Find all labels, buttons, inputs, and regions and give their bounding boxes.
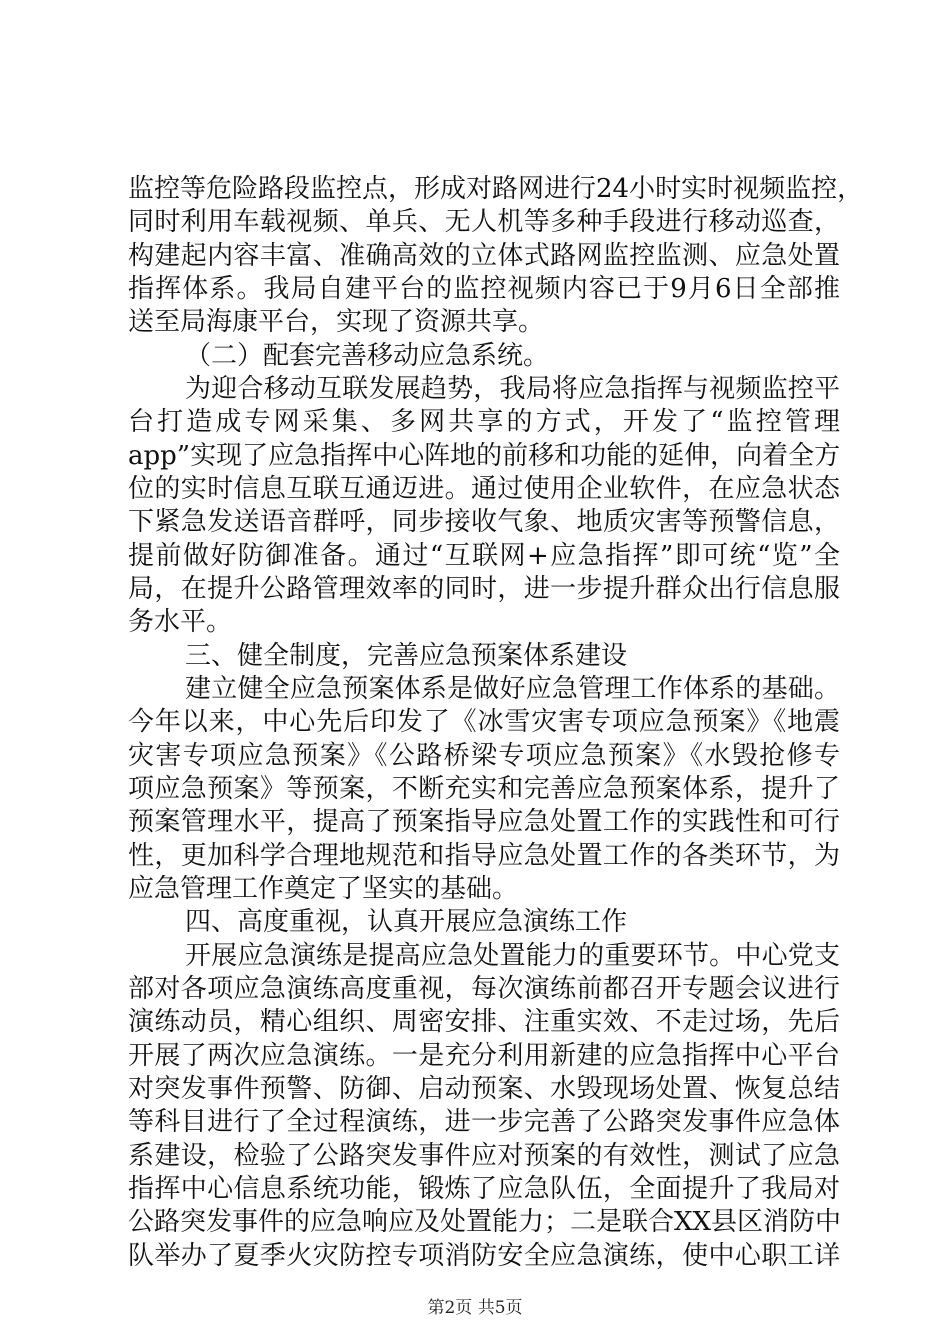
body-line: 指挥体系。我局自建平台的监控视频内容已于9月6日全部推 [128,274,840,304]
body-line: 对突发事件预警、防御、启动预案、水毁现场处置、恢复总结 [128,1074,840,1104]
section-heading: 三、健全制度，完善应急预案体系建设 [185,641,628,671]
body-line: 部对各项应急演练高度重视，每次演练前都召开专题会议进行 [128,974,840,1004]
body-line: 性，更加科学合理地规范和指导应急处置工作的各类环节，为 [128,841,840,871]
body-line: 今年以来，中心先后印发了《冰雪灾害专项应急预案》《地震 [128,707,840,737]
body-line: 送至局海康平台，实现了资源共享。 [128,307,545,337]
body-line: 公路突发事件的应急响应及处置能力；二是联合XX县区消防中 [128,1207,842,1237]
body-line: app”实现了应急指挥中心阵地的前移和功能的延伸，向着全方 [128,441,841,471]
body-line: 预案管理水平，提高了预案指导应急处置工作的实践性和可行 [128,807,840,837]
page-number-footer: 第2页 共5页 [427,1298,523,1318]
body-line: 为迎合移动互联发展趋势，我局将应急指挥与视频监控平 [185,374,840,404]
body-line: 构建起内容丰富、准确高效的立体式路网监控监测、应急处置 [128,241,840,271]
body-line: 监控等危险路段监控点，形成对路网进行24小时实时视频监控， [128,174,864,204]
body-line: 提前做好防御准备。通过“互联网+应急指挥”即可统“览”全 [128,541,840,571]
body-line: 系建设，检验了公路突发事件应对预案的有效性，测试了应急 [128,1141,840,1171]
body-line: 局，在提升公路管理效率的同时，进一步提升群众出行信息服 [128,574,840,604]
body-line: 指挥中心信息系统功能，锻炼了应急队伍，全面提升了我局对 [128,1174,840,1204]
body-line: 灾害专项应急预案》《公路桥梁专项应急预案》《水毁抢修专 [128,741,840,771]
body-line: 开展了两次应急演练。一是充分利用新建的应急指挥中心平台 [128,1041,840,1071]
body-line: 台打造成专网采集、多网共享的方式，开发了“监控管理 [128,407,840,437]
body-line: 务水平。 [128,607,233,637]
body-line: 项应急预案》等预案，不断充实和完善应急预案体系，提升了 [128,774,840,804]
section-heading: （二）配套完善移动应急系统。 [185,341,550,371]
body-line: 开展应急演练是提高应急处置能力的重要环节。中心党支 [185,941,840,971]
body-line: 位的实时信息互联互通迈进。通过使用企业软件，在应急状态 [128,474,840,504]
body-line: 应急管理工作奠定了坚实的基础。 [128,874,519,904]
body-line: 同时利用车载视频、单兵、无人机等多种手段进行移动巡查， [128,207,840,237]
section-heading: 四、高度重视，认真开展应急演练工作 [185,907,628,937]
body-line: 演练动员，精心组织、周密安排、注重实效、不走过场，先后 [128,1007,840,1037]
body-line: 等科目进行了全过程演练，进一步完善了公路突发事件应急体 [128,1107,840,1137]
body-line: 下紧急发送语音群呼，同步接收气象、地质灾害等预警信息， [128,507,840,537]
body-line: 建立健全应急预案体系是做好应急管理工作体系的基础。 [185,674,840,704]
body-line: 队举办了夏季火灾防控专项消防安全应急演练，使中心职工详 [128,1241,840,1271]
